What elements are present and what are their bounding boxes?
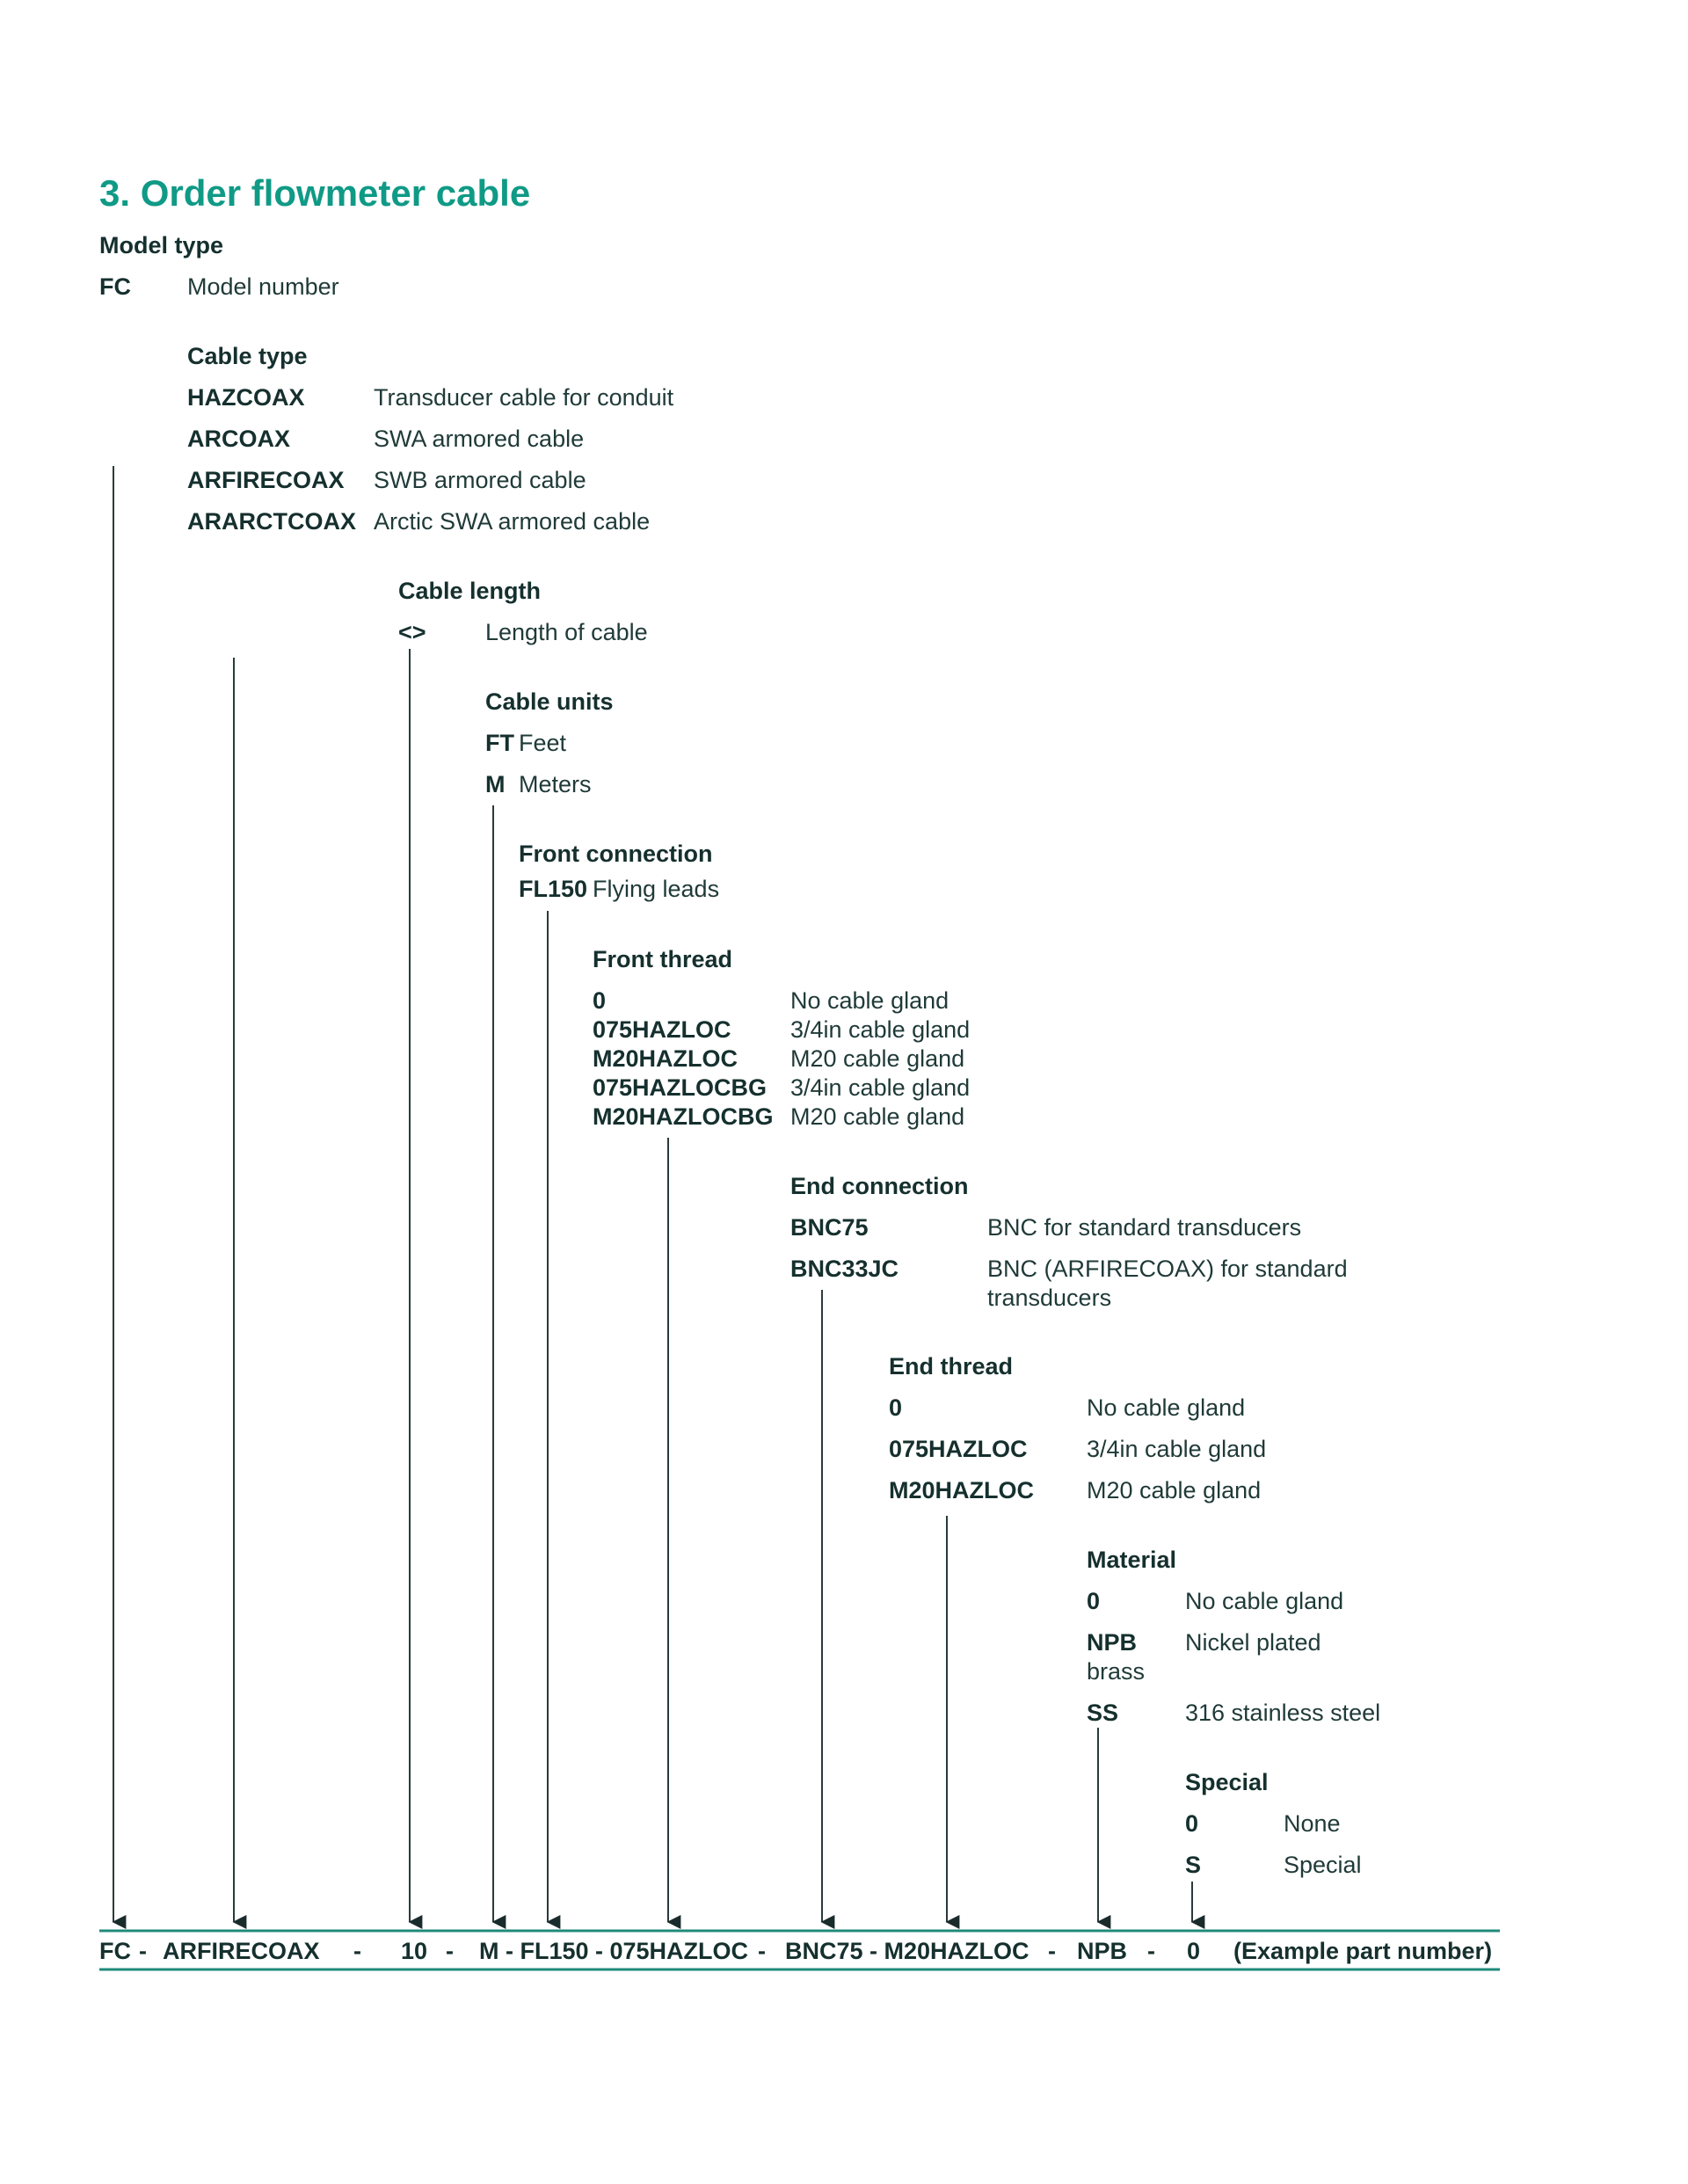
special-heading: Special — [1185, 1769, 1269, 1795]
end-thread-desc: 3/4in cable gland — [1087, 1436, 1267, 1462]
example-label: (Example part number) — [1233, 1938, 1493, 1964]
example-separator: - — [758, 1938, 766, 1964]
cable-units-desc: Feet — [519, 730, 567, 756]
front-thread-desc: No cable gland — [790, 987, 950, 1014]
front-thread-desc: 3/4in cable gland — [790, 1016, 971, 1043]
material-code-cont: brass — [1087, 1658, 1146, 1685]
end-thread-code: M20HAZLOC — [889, 1477, 1035, 1503]
front-thread-heading: Front thread — [593, 946, 732, 972]
special-code: S — [1185, 1852, 1202, 1878]
special-desc: None — [1284, 1810, 1341, 1837]
cable-units-code: FT — [485, 730, 514, 756]
cable-length-code: <> — [398, 619, 426, 645]
example-part: BNC75 - M20HAZLOC — [785, 1938, 1030, 1964]
model-type-code: FC — [99, 273, 131, 300]
end-connection-heading: End connection — [790, 1173, 969, 1199]
page-title: 3. Order flowmeter cable — [99, 172, 531, 214]
example-separator: - — [446, 1938, 454, 1964]
model-type-desc: Model number — [187, 273, 339, 300]
front-thread-code: 075HAZLOC — [593, 1016, 731, 1043]
cable-length-heading: Cable length — [398, 578, 542, 604]
example-separator: - — [353, 1938, 361, 1964]
end-thread-desc: M20 cable gland — [1087, 1477, 1262, 1503]
material-desc: Nickel plated — [1185, 1629, 1321, 1656]
material-heading: Material — [1087, 1547, 1177, 1573]
special-code: 0 — [1185, 1810, 1199, 1837]
end-thread-code: 0 — [889, 1394, 903, 1421]
example-separator: - — [1147, 1938, 1155, 1964]
end-connection-desc: BNC (ARFIRECOAX) for standard — [987, 1256, 1348, 1282]
end-thread-heading: End thread — [889, 1353, 1014, 1380]
model-type-heading: Model type — [99, 232, 224, 258]
end-thread-desc: No cable gland — [1087, 1394, 1246, 1421]
example-separator: - — [139, 1938, 147, 1964]
cable-type-desc: Transducer cable for conduit — [374, 384, 674, 411]
cable-units-desc: Meters — [519, 771, 592, 797]
material-code: 0 — [1087, 1588, 1101, 1614]
front-thread-code: 075HAZLOCBG — [593, 1074, 768, 1101]
cable-units-heading: Cable units — [485, 688, 614, 715]
example-part: NPB — [1077, 1938, 1128, 1964]
cable-type-code: ARFIRECOAX — [187, 467, 345, 493]
special-desc: Special — [1284, 1852, 1362, 1878]
front-thread-code: M20HAZLOC — [593, 1045, 738, 1072]
cable-type-code: HAZCOAX — [187, 384, 305, 411]
example-part: 0 — [1187, 1938, 1201, 1964]
material-code: NPB — [1087, 1629, 1138, 1656]
example-part: M - FL150 - 075HAZLOC — [479, 1938, 749, 1964]
front-connection-heading: Front connection — [519, 841, 713, 867]
cable-units-code: M — [485, 771, 506, 797]
end-connection-desc: BNC for standard transducers — [987, 1214, 1302, 1241]
end-connection-desc-cont: transducers — [987, 1285, 1112, 1311]
example-part: ARFIRECOAX — [163, 1938, 320, 1964]
front-thread-desc: 3/4in cable gland — [790, 1074, 971, 1101]
material-desc: 316 stainless steel — [1185, 1700, 1381, 1726]
cable-type-desc: SWB armored cable — [374, 467, 586, 493]
cable-length-desc: Length of cable — [485, 619, 648, 645]
front-thread-desc: M20 cable gland — [790, 1103, 965, 1130]
end-connection-code: BNC33JC — [790, 1256, 899, 1282]
front-thread-desc: M20 cable gland — [790, 1045, 965, 1072]
cable-type-desc: Arctic SWA armored cable — [374, 508, 651, 535]
front-connection-desc: Flying leads — [593, 876, 720, 902]
front-thread-code: M20HAZLOCBG — [593, 1103, 774, 1130]
end-thread-code: 075HAZLOC — [889, 1436, 1028, 1462]
cable-type-code: ARCOAX — [187, 426, 291, 452]
front-connection-code: FL150 — [519, 876, 588, 902]
cable-type-desc: SWA armored cable — [374, 426, 585, 452]
example-separator: - — [1048, 1938, 1056, 1964]
end-connection-code: BNC75 — [790, 1214, 869, 1241]
material-code: SS — [1087, 1700, 1119, 1726]
cable-type-code: ARARCTCOAX — [187, 508, 356, 535]
example-part: FC — [99, 1938, 131, 1964]
example-part: 10 — [401, 1938, 428, 1964]
front-thread-code: 0 — [593, 987, 607, 1014]
cable-type-heading: Cable type — [187, 343, 308, 369]
material-desc: No cable gland — [1185, 1588, 1344, 1614]
